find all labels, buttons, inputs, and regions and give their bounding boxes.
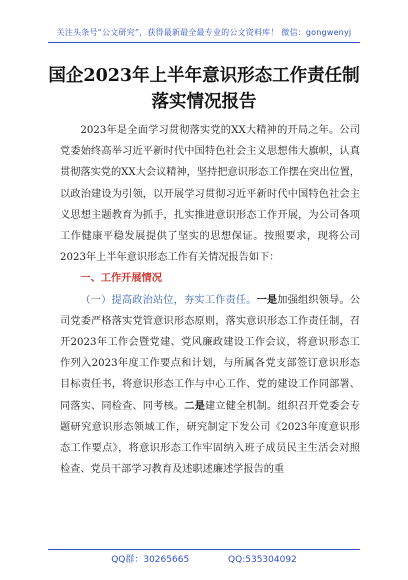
intro-paragraph: 2023年是全面学习贯彻落实党的XX大精神的开局之年。公司党委始终高举习近平新时代中国特色社会主义思想伟大旗帜，认真贯彻落实党的XX大会议精神，坚持把意识形态工作摆在突出位置，以政治建设为引领，以开展学习贯彻习近平新时代中国特色社会主义思想主题教育为抓手，扎实推进意识形态工作开展，为公司各项工作健康平稳发展提供了坚实的思想保证。按照要求，现将公司2023年上半年意识形态工作有关情况报告如下： <box>60 125 360 264</box>
subsection-text-a: 加强组织领导。公司党委严格落实党管意识形态原则，落实意识形态工作责任制，召开2023年工作会暨党建、党风廉政建设工作会议，将意识形态工作列入2023年度工作要点和计划，与所属各党支部签订意识形态目标责任书，将意识形态工作与中心工作、党的建设工作同部署、同落实、同检查、同考核。 <box>60 294 361 412</box>
subsection-paragraph <box>60 290 360 481</box>
lead-marker-1: 一是 <box>256 293 278 306</box>
footer <box>0 552 408 565</box>
document-body <box>60 120 360 480</box>
subsection-heading: （一）提高政治站位，夯实工作责任。 <box>80 294 257 306</box>
title-line-1: 国企2023年上半年意识形态工作责任制 <box>48 66 360 86</box>
section-heading: 一、工作开展情况 <box>80 272 162 285</box>
title-line-2: 落实情况报告 <box>151 92 257 112</box>
footer-qq: QQ:535304092 <box>228 555 297 565</box>
header-divider <box>48 42 360 43</box>
header-notice: 关注头条号“公文研究”，获得最新最全最专业的公文资料库！ 微信：gongwenyj <box>56 28 352 37</box>
subsection-text-b: 建立健全机制。组织召开党委会专题研究意识形态领域工作，研究制定下发公司《2023年度意识形态工作要点》，将意识形态工作牢固纳入班子成员民主生活会对照检查、党员干部学习教育及述职述廉述学报告的重 <box>60 400 361 476</box>
lead-marker-2: 二是 <box>184 399 205 412</box>
footer-divider <box>48 549 360 550</box>
document-title <box>40 63 368 115</box>
footer-qq-group: QQ群：30265665 <box>111 555 190 565</box>
